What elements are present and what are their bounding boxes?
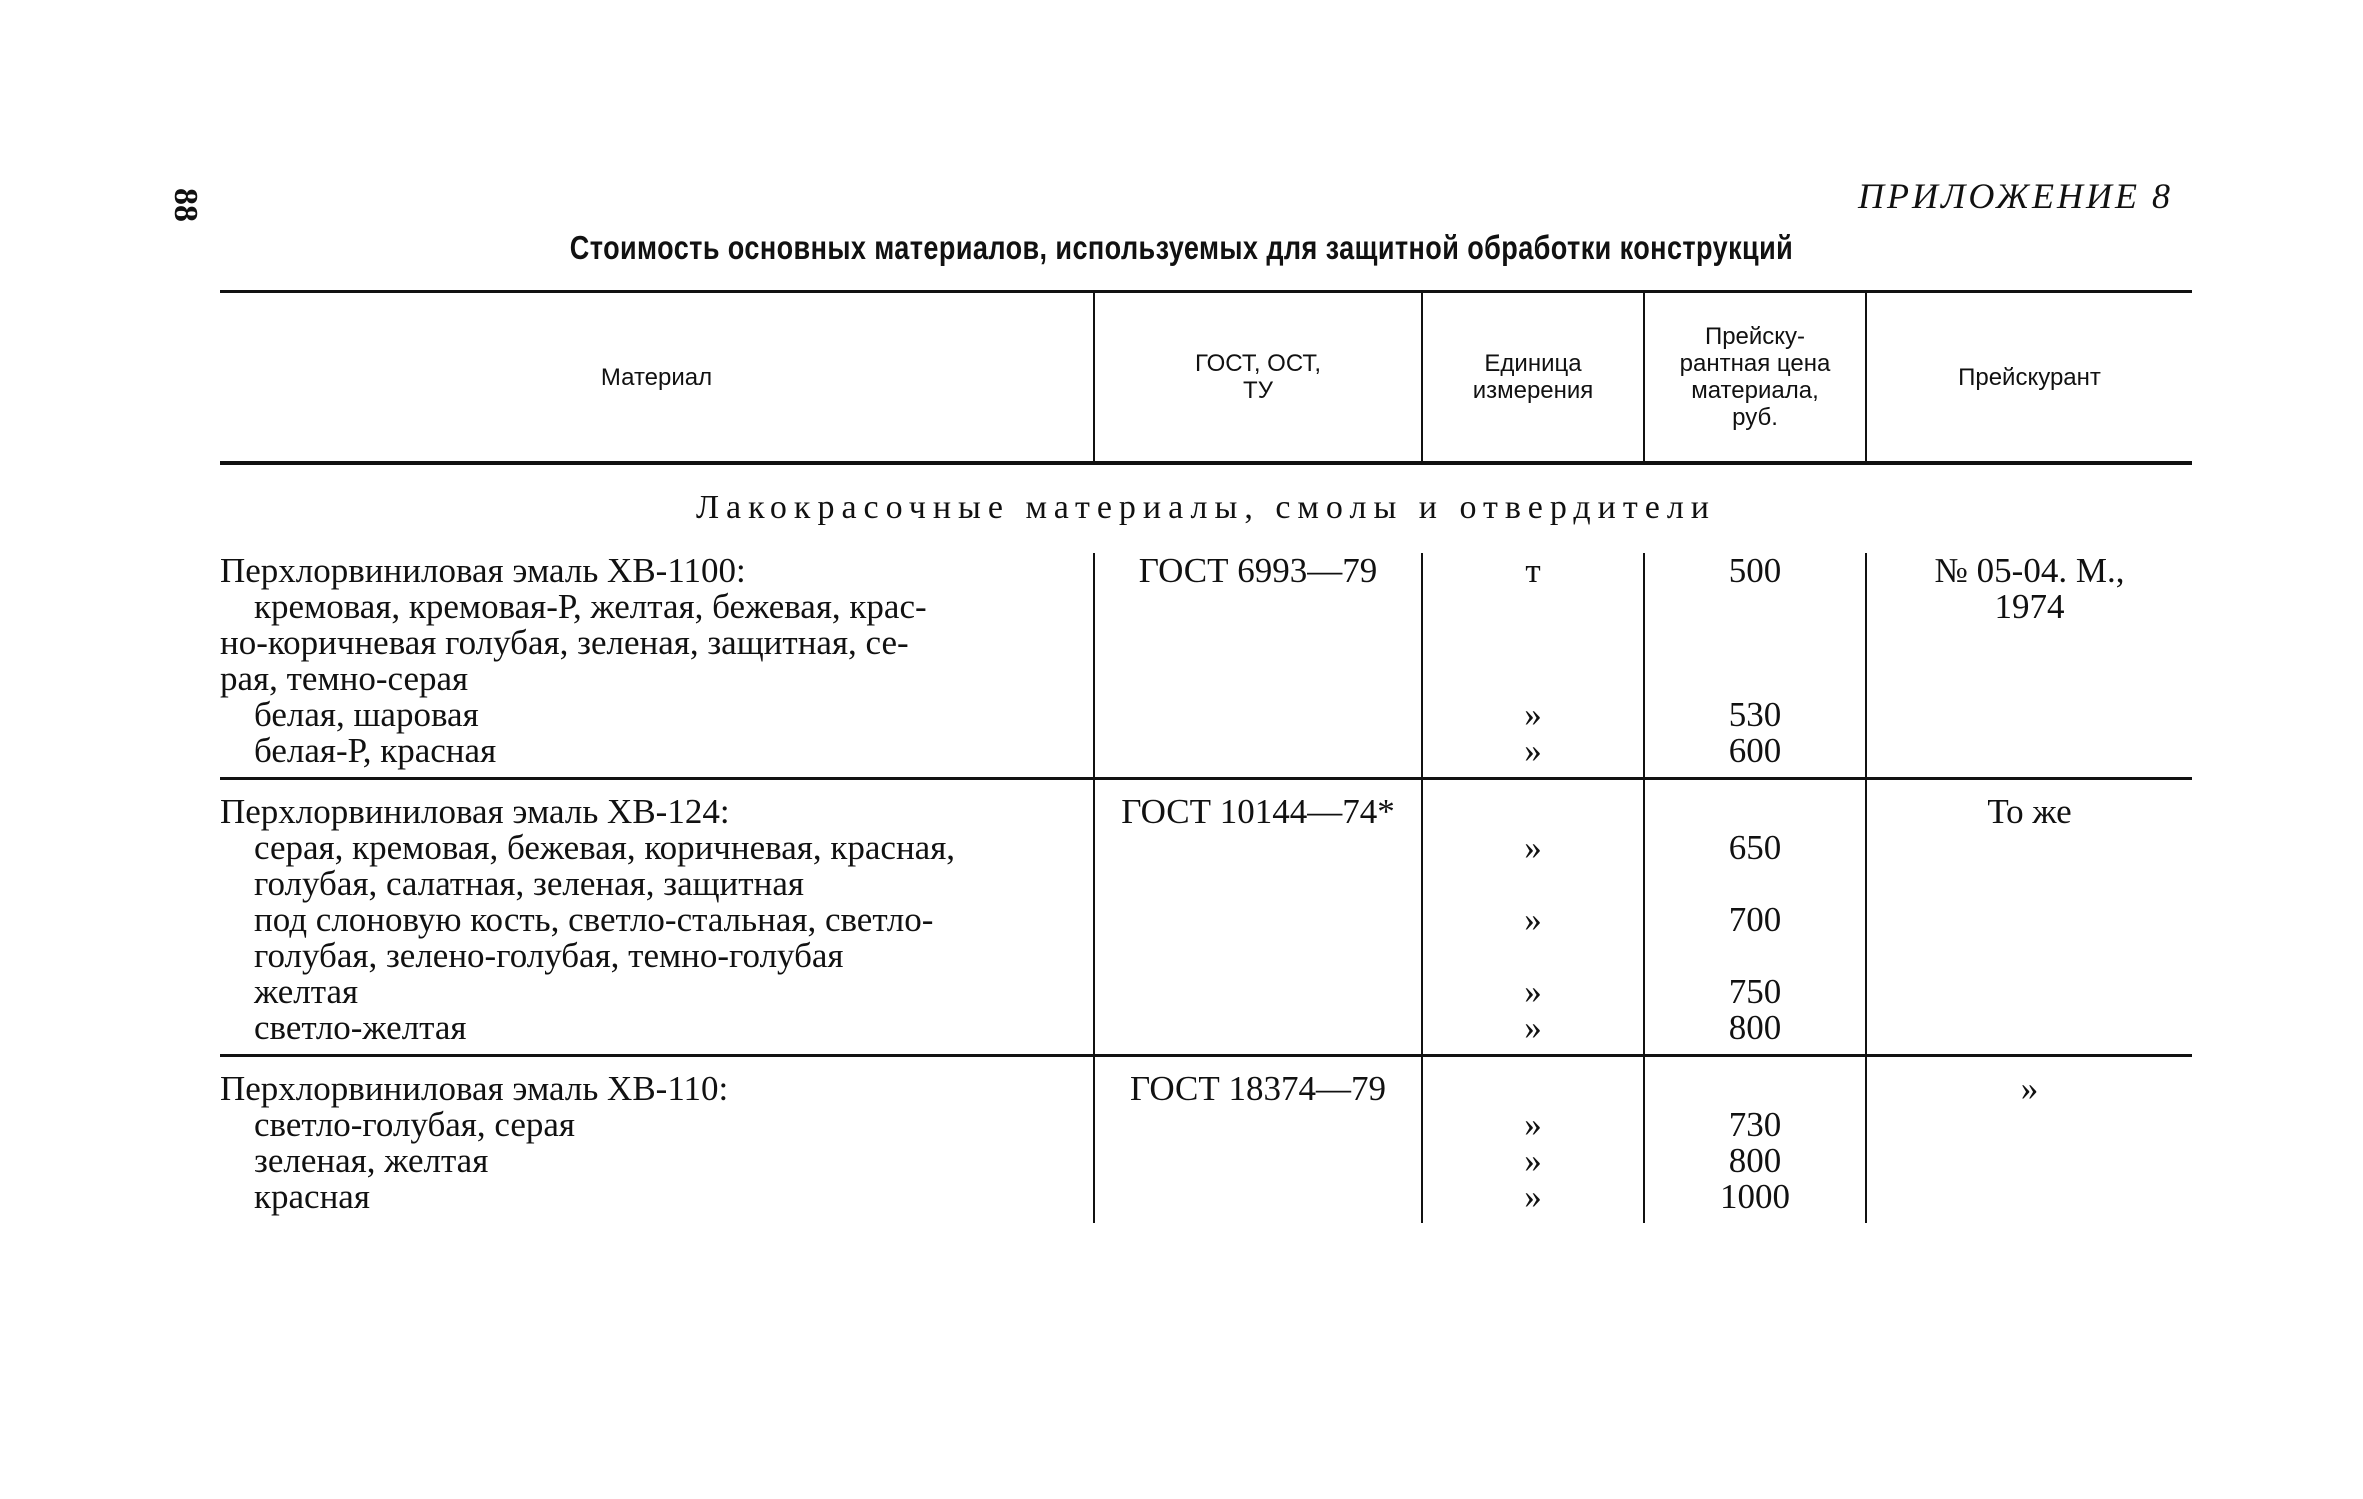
material-variant: рая, темно-серая <box>220 659 469 698</box>
table-row <box>220 779 2192 831</box>
material-variant: белая-Р, красная <box>254 731 497 770</box>
unit-cell: » <box>1422 974 1644 1010</box>
header-material: Материал <box>220 292 1094 464</box>
price-list-cell: » <box>1866 1056 2192 1108</box>
price-cell: 730 <box>1644 1107 1866 1143</box>
material-variant: голубая, зелено-голубая, темно-голубая <box>254 936 844 975</box>
table-row <box>220 902 2192 974</box>
material-title: Перхлорвиниловая эмаль ХВ-124: <box>220 792 730 831</box>
standard-cell: ГОСТ 10144—74* <box>1094 779 1422 831</box>
table-row <box>220 1107 2192 1143</box>
table-row <box>220 1143 2192 1179</box>
unit-cell: » <box>1422 697 1644 733</box>
header-price-list: Прейскурант <box>1866 292 2192 464</box>
table-row <box>220 1179 2192 1223</box>
material-variant: красная <box>254 1177 370 1216</box>
unit-cell: » <box>1422 1107 1644 1143</box>
price-cell: 530 <box>1644 697 1866 733</box>
material-variant: голубая, салатная, зеленая, защитная <box>254 864 804 903</box>
material-variant: белая, шаровая <box>254 695 479 734</box>
price-cell: 1000 <box>1644 1179 1866 1223</box>
material-variant: светло-желтая <box>254 1008 467 1047</box>
material-variant: зеленая, желтая <box>254 1141 489 1180</box>
table-header-row <box>220 292 2192 464</box>
standard-cell: ГОСТ 6993—79 <box>1094 553 1422 697</box>
price-list-cell: № 05-04. М., 1974 <box>1866 553 2192 697</box>
unit-cell: » <box>1422 1143 1644 1179</box>
price-cell: 750 <box>1644 974 1866 1010</box>
table-row <box>220 1010 2192 1056</box>
page-number: 88 <box>167 188 204 222</box>
table-row <box>220 974 2192 1010</box>
standard-cell: ГОСТ 18374—79 <box>1094 1056 1422 1108</box>
group-xv-1100 <box>220 553 2192 779</box>
header-price: Прейску- рантная цена материала, руб. <box>1644 292 1866 464</box>
group-xv-110 <box>220 1056 2192 1224</box>
header-standard: ГОСТ, ОСТ, ТУ <box>1094 292 1422 464</box>
price-cell: 500 <box>1644 553 1866 697</box>
unit-cell: » <box>1422 1179 1644 1223</box>
material-variant: светло-голубая, серая <box>254 1105 576 1144</box>
material-variant: кремовая, кремовая-Р, желтая, бежевая, крас- <box>254 587 927 626</box>
price-cell: 800 <box>1644 1010 1866 1056</box>
price-cell: 700 <box>1644 902 1866 974</box>
unit-cell: » <box>1422 733 1644 779</box>
material-variant: желтая <box>254 972 359 1011</box>
group-xv-124 <box>220 779 2192 1056</box>
price-list-cell: То же <box>1866 779 2192 831</box>
material-variant: под слоновую кость, светло-стальная, светло- <box>254 900 934 939</box>
table-row <box>220 733 2192 779</box>
unit-cell: т <box>1422 553 1644 697</box>
section-heading-row <box>220 463 2192 553</box>
header-unit: Единица измерения <box>1422 292 1644 464</box>
section-heading: Лакокрасочные материалы, смолы и отвердители <box>695 489 1716 526</box>
price-cell: 600 <box>1644 733 1866 779</box>
material-variant: но-коричневая голубая, зеленая, защитная, се- <box>220 623 909 662</box>
material-title: Перхлорвиниловая эмаль ХВ-110: <box>220 1069 729 1108</box>
page-title: Стоимость основных материалов, используемых для защитной обработки конструкций <box>569 229 1794 266</box>
material-variant: серая, кремовая, бежевая, коричневая, красная, <box>254 828 956 867</box>
table-row <box>220 1056 2192 1108</box>
materials-table-container <box>220 290 2192 1223</box>
price-cell: 800 <box>1644 1143 1866 1179</box>
materials-cost-table <box>220 290 2192 1223</box>
appendix-label: ПРИЛОЖЕНИЕ 8 <box>1858 176 2173 216</box>
material-title: Перхлорвиниловая эмаль ХВ-1100: <box>220 551 746 590</box>
unit-cell: » <box>1422 902 1644 974</box>
table-row <box>220 553 2192 697</box>
price-cell: 650 <box>1644 830 1866 902</box>
table-row <box>220 697 2192 733</box>
unit-cell: » <box>1422 830 1644 902</box>
table-row <box>220 830 2192 902</box>
unit-cell: » <box>1422 1010 1644 1056</box>
